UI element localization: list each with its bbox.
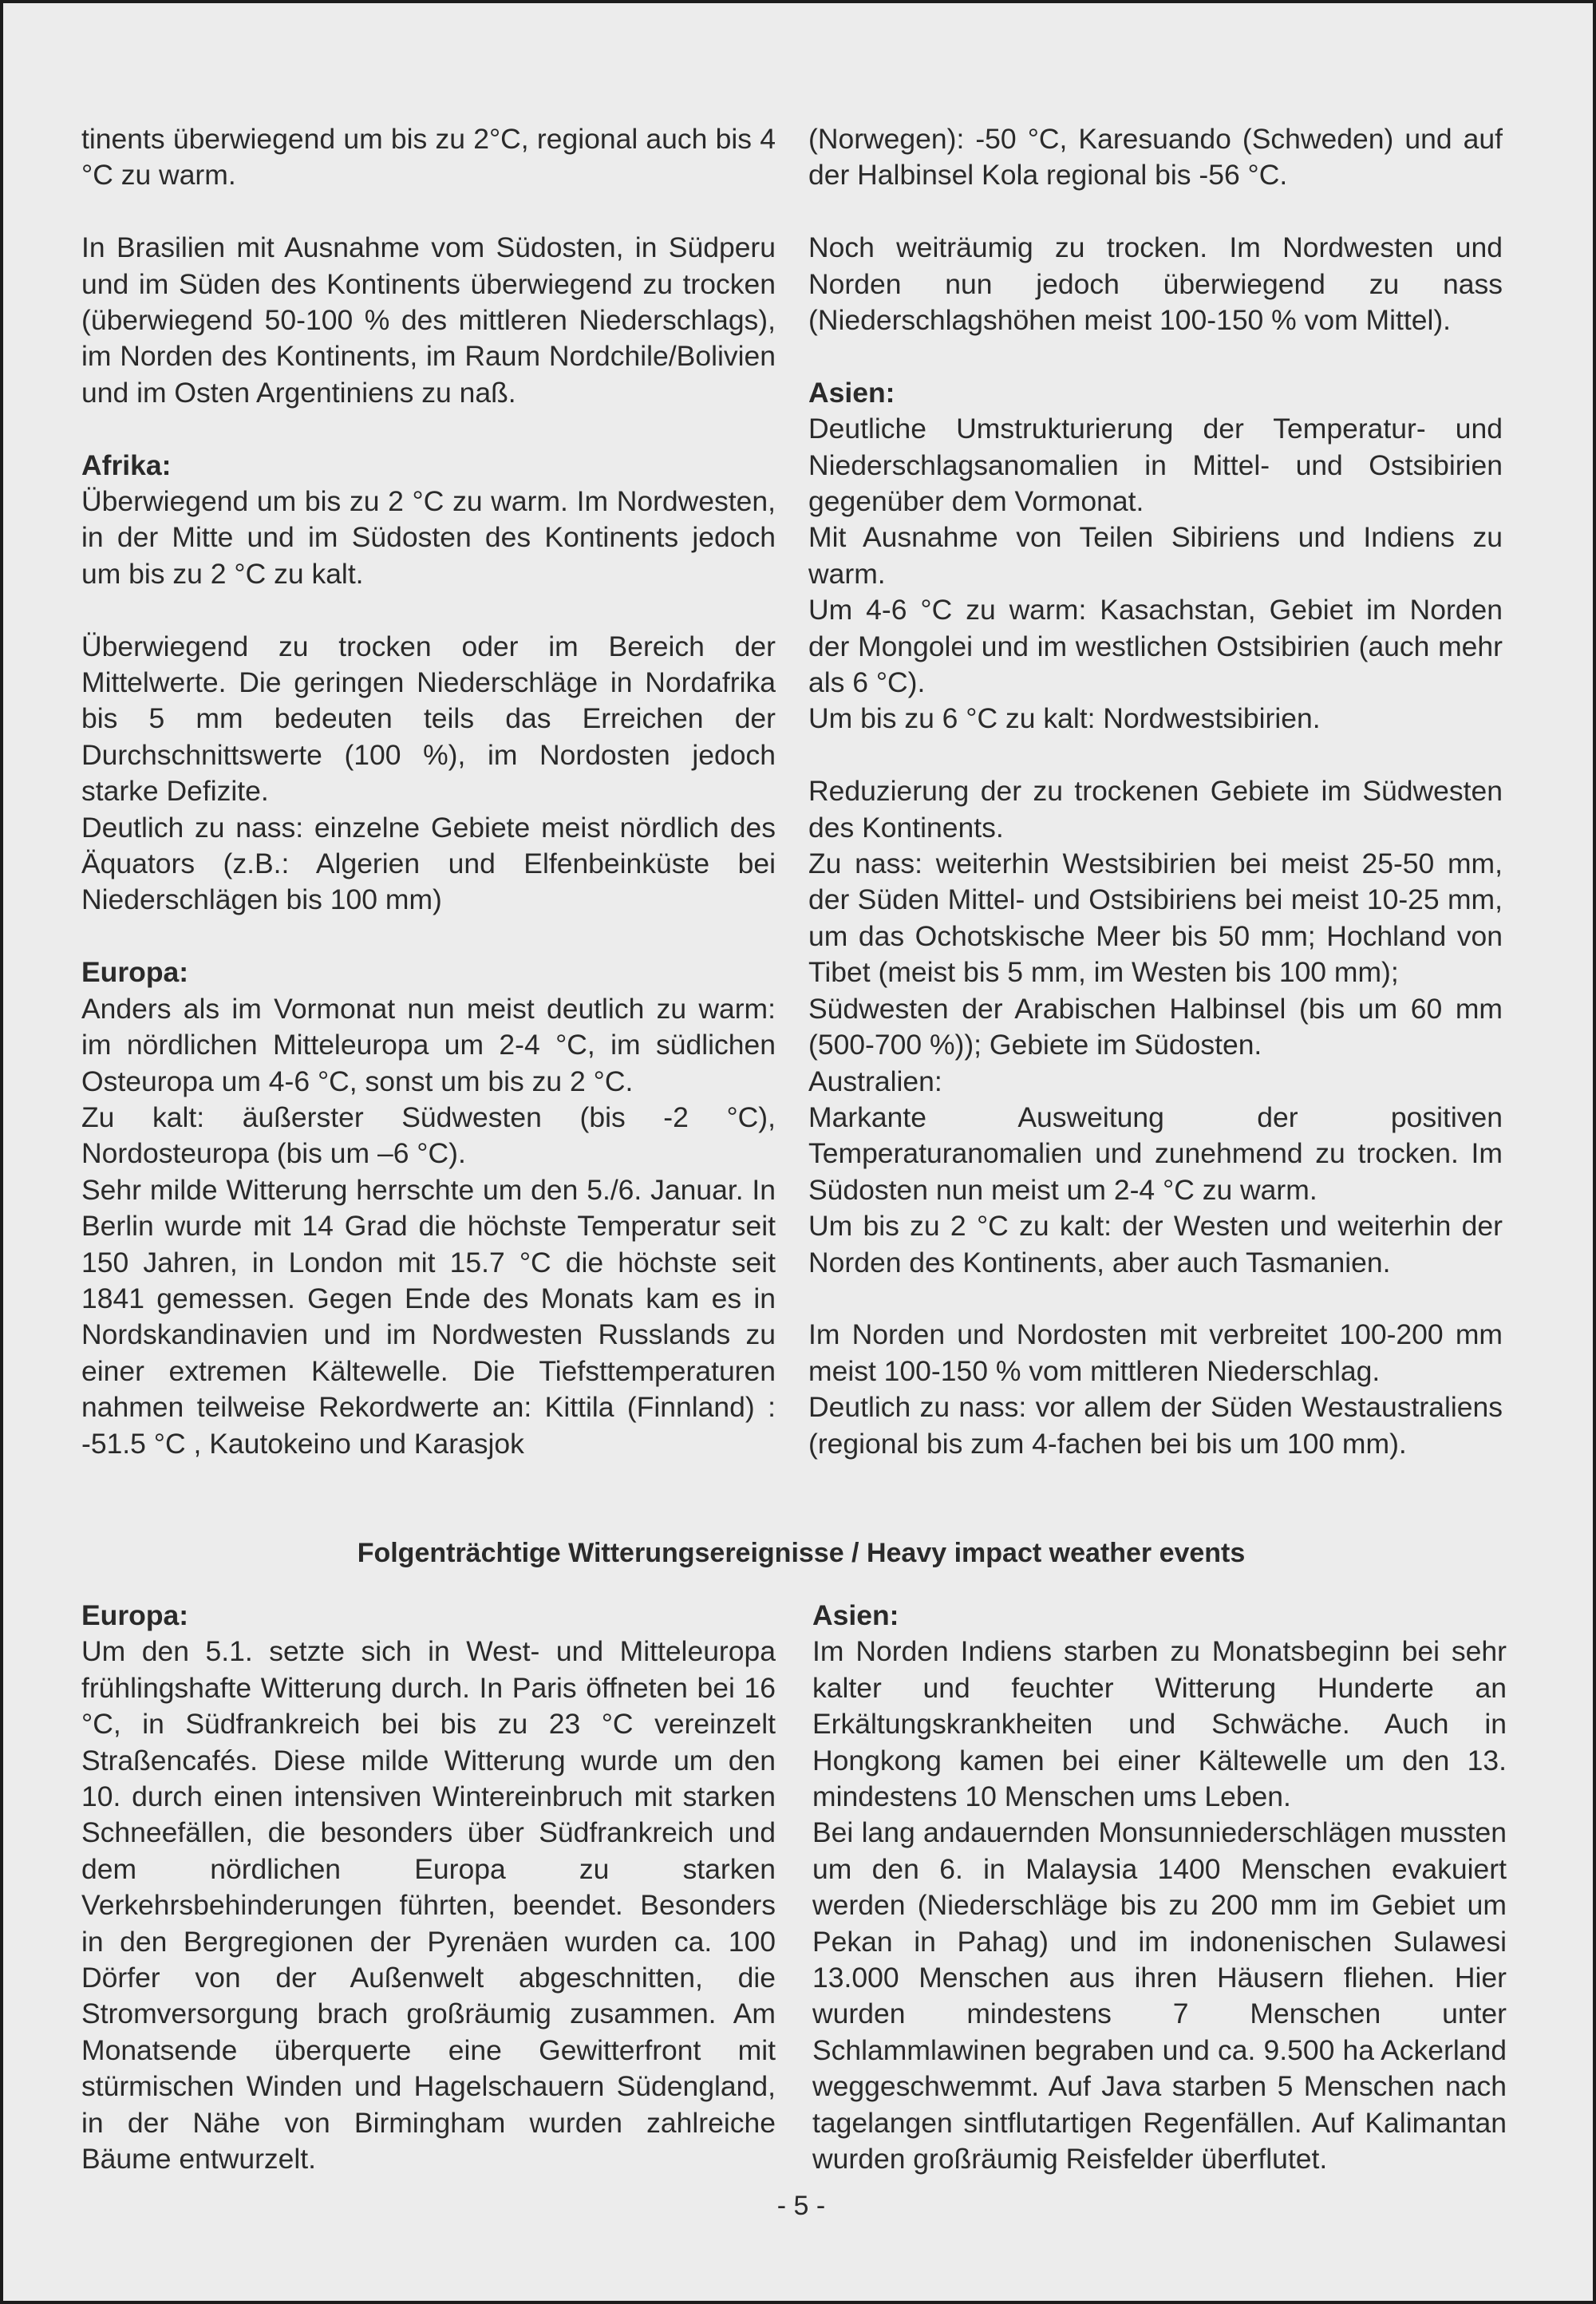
paragraph: Deutlich zu nass: vor allem der Süden Westaustraliens (regional bis zum 4-fachen bei bis um 100 mm).: [808, 1391, 1503, 1460]
paragraph: Noch weiträumig zu trocken. Im Nordwesten und Norden nun jedoch überwiegend zu nass (Niederschlagshöhen meist 100-150 % vom Mittel).: [808, 231, 1503, 337]
section-heading-europa: Europa:: [81, 956, 189, 989]
paragraph: Südwesten der Arabischen Halbinsel (bis um 60 mm (500-700 %)); Gebiete im Südosten.: [808, 992, 1503, 1061]
section-heading-asien: Asien:: [808, 376, 895, 409]
paragraph: Reduzierung der zu trockenen Gebiete im Südwesten des Kontinents.: [808, 775, 1503, 844]
paragraph: Anders als im Vormonat nun meist deutlich zu warm: im nördlichen Mitteleuropa um 2-4 °C, im südlichen Osteuropa um 4-6 °C, sonst um bis zu 2 °C.: [81, 992, 776, 1097]
section-heading-asien: Asien:: [812, 1599, 899, 1631]
paragraph: Überwiegend um bis zu 2 °C zu warm. Im Nordwesten, in der Mitte und im Südosten des Kontinents jedoch um bis zu 2 °C zu kalt.: [81, 485, 776, 590]
paragraph: Markante Ausweitung der positiven Temperaturanomalien und zunehmend zu trocken. Im Südosten nun meist um 2-4 °C zu warm.: [808, 1101, 1503, 1206]
upper-left-column: [81, 121, 776, 1462]
paragraph: Um 4-6 °C zu warm: Kasachstan, Gebiet im Norden der Mongolei und im westlichen Ostsibirien (auch mehr als 6 °C).: [808, 594, 1503, 699]
section-title: Folgenträchtige Witterungsereignisse / Heavy impact weather events: [357, 1538, 1246, 1568]
paragraph: tinents überwiegend um bis zu 2°C, regional auch bis 4 °C zu warm.: [81, 123, 776, 192]
page-number: - 5 -: [776, 2191, 826, 2221]
section-heading-europa: Europa:: [81, 1599, 189, 1631]
upper-right-column: [808, 121, 1503, 1462]
paragraph: Im Norden und Nordosten mit verbreitet 100-200 mm meist 100-150 % vom mittleren Niederschlag.: [808, 1318, 1503, 1387]
paragraph: Um den 5.1. setzte sich in West- und Mitteleuropa frühlingshafte Witterung durch. In Paris öffneten bei 16 °C, in Südfrankreich bei bis zu 23 °C vereinzelt Straßencafés. Diese milde Witterung wurde um den 10. durch einen intensiven Wintereinbruch mit starken Schneefällen, die besonders über Südfrankreich und dem nördlichen Europa zu starken Verkehrsbehinderungen führten, beendet. Besonders in den Bergregionen der Pyrenäen wurden ca. 100 Dörfer von der Außenwelt abgeschnitten, die Stromversorgung brach großräumig zusammen. Am Monatsende überquerte eine Gewitterfront mit stürmischen Winden und Hagelschauern Südengland, in der Nähe von Birmingham wurden zahlreiche Bäume entwurzelt.: [81, 1635, 776, 2176]
paragraph: (Norwegen): -50 °C, Karesuando (Schweden) und auf der Halbinsel Kola regional bis -56 °C.: [808, 123, 1503, 192]
paragraph: Deutlich zu nass: einzelne Gebiete meist nördlich des Äquators (z.B.: Algerien und Elfenbeinküste bei Niederschlägen bis 100 mm): [81, 811, 776, 916]
lower-left-column: [81, 1598, 776, 2178]
section-heading-afrika: Afrika:: [81, 449, 172, 481]
paragraph: Um bis zu 2 °C zu kalt: der Westen und weiterhin der Norden des Kontinents, aber auch Tasmanien.: [808, 1210, 1503, 1278]
paragraph: Mit Ausnahme von Teilen Sibiriens und Indiens zu warm.: [808, 521, 1503, 590]
paragraph: Zu kalt: äußerster Südwesten (bis -2 °C), Nordosteuropa (bis um –6 °C).: [81, 1101, 776, 1170]
lower-right-column: [812, 1598, 1507, 2178]
paragraph: Im Norden Indiens starben zu Monatsbeginn bei sehr kalter und feuchter Witterung Hunderte an Erkältungskrankheiten und Schwäche. Auch in Hongkong kamen bei einer Kältewelle um den 13. mindestens 10 Menschen ums Leben.: [812, 1635, 1507, 1813]
label-australien: Australien:: [808, 1065, 942, 1097]
paragraph: Überwiegend zu trocken oder im Bereich der Mittelwerte. Die geringen Niederschläge in Nordafrika bis 5 mm bedeuten teils das Erreichen der Durchschnittswerte (100 %), im Nordosten jedoch starke Defizite.: [81, 630, 776, 808]
paragraph: In Brasilien mit Ausnahme vom Südosten, in Südperu und im Süden des Kontinents überwiegend zu trocken (überwiegend 50-100 % des mittleren Niederschlags), im Norden des Kontinents, im Raum Nordchile/Bolivien und im Osten Argentiniens zu naß.: [81, 231, 776, 409]
paragraph: Bei lang andauernden Monsunniederschlägen mussten um den 6. in Malaysia 1400 Menschen evakuiert werden (Niederschläge bis zu 200 mm im Gebiet um Pekan in Pahag) und im indonenischen Sulawesi 13.000 Menschen aus ihren Häusern fliehen. Hier wurden mindestens 7 Menschen unter Schlammlawinen begraben und ca. 9.500 ha Ackerland weggeschwemmt. Auf Java starben 5 Menschen nach tagelangen sintflutartigen Regenfällen. Auf Kalimantan wurden großräumig Reisfelder überflutet.: [812, 1816, 1507, 2176]
paragraph: Zu nass: weiterhin Westsibirien bei meist 25-50 mm, der Süden Mittel- und Ostsibiriens bei meist 10-25 mm, um das Ochotskische Meer bis 50 mm; Hochland von Tibet (meist bis 5 mm, im Westen bis 100 mm);: [808, 848, 1503, 989]
paragraph: Sehr milde Witterung herrschte um den 5./6. Januar. In Berlin wurde mit 14 Grad die höchste Temperatur seit 150 Jahren, in London mit 15.7 °C die höchste seit 1841 gemessen. Gegen Ende des Monats kam es in Nordskandinavien und im Nordwesten Russlands zu einer extremen Kältewelle. Die Tiefsttemperaturen nahmen teilweise Rekordwerte an: Kittila (Finnland) : -51.5 °C , Kautokeino und Karasjok: [81, 1173, 776, 1460]
paragraph: Um bis zu 6 °C zu kalt: Nordwestsibirien.: [808, 702, 1321, 735]
paragraph: Deutliche Umstrukturierung der Temperatur- und Niederschlagsanomalien in Mittel- und Ostsibirien gegenüber dem Vormonat.: [808, 413, 1503, 518]
